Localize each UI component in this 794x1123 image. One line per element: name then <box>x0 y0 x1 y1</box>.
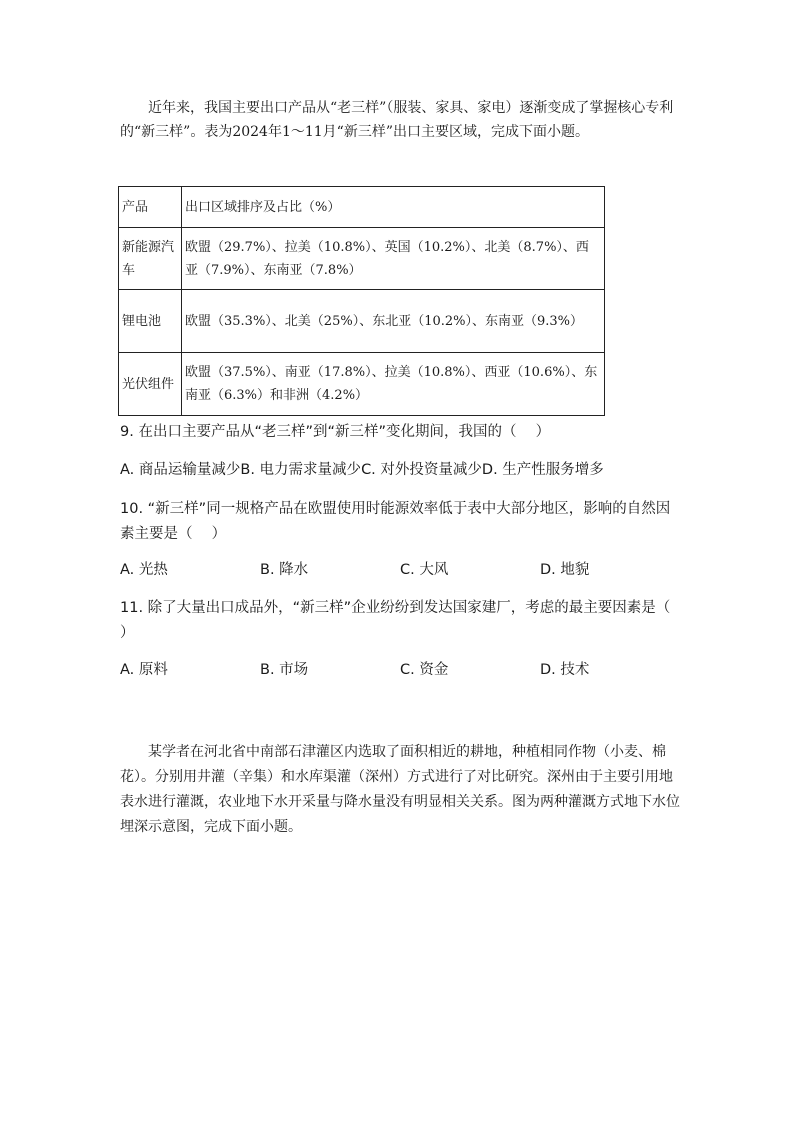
table-header-regions: 出口区域排序及占比（%） <box>182 187 605 228</box>
question-9-option-d[interactable]: D. 生产性服务增多 <box>481 462 604 478</box>
table-row <box>119 290 605 353</box>
question-10-option-d[interactable]: D. 地貌 <box>540 562 590 578</box>
question-10-option-b[interactable]: B. 降水 <box>260 562 309 578</box>
table-header-product: 产品 <box>119 187 182 228</box>
table-cell-regions: 欧盟（37.5%）、南亚（17.8%）、拉美（10.8%）、西亚（10.6%）、东南亚（6.3%）和非洲（4.2%） <box>182 353 605 416</box>
export-regions-table <box>118 186 605 416</box>
intro-paragraph-2: 某学者在河北省中南部石津灌区内选取了面积相近的耕地，种植相同作物（小麦、棉花）。分别用井灌（辛集）和水库渠灌（深州）方式进行了对比研究。深州由于主要引用地表水进行灌溉，农业地下水开采量与降水量没有明显相关关系。图为两种灌溉方式地下水位埋深示意图，完成下面小题。 <box>120 744 680 835</box>
table-cell-regions: 欧盟（35.3%）、北美（25%）、东北亚（10.2%）、东南亚（9.3%） <box>182 290 605 353</box>
question-10-option-c[interactable]: C. 大风 <box>400 562 449 578</box>
question-11-option-d[interactable]: D. 技术 <box>540 662 590 678</box>
table-cell-regions: 欧盟（29.7%）、拉美（10.8%）、英国（10.2%）、北美（8.7%）、西亚（7.9%）、东南亚（7.8%） <box>182 228 605 290</box>
question-11-option-b[interactable]: B. 市场 <box>260 662 309 678</box>
question-11-stem: 11. 除了大量出口成品外，“新三样”企业纷纷到发达国家建厂，考虑的最主要因素是（ ） <box>120 600 690 641</box>
question-9-option-b[interactable]: B. 电力需求量减少 <box>240 462 362 478</box>
intro-paragraph-1: 近年来，我国主要出口产品从“老三样”（服装、家具、家电）逐渐变成了掌握核心专利的“新三样”。表为2024年1～11月“新三样”出口主要区域，完成下面小题。 <box>120 100 674 140</box>
question-11-options <box>120 658 680 683</box>
question-9-stem: 9. 在出口主要产品从“老三样”到“新三样”变化期间，我国的（ ） <box>120 424 551 440</box>
table-row <box>119 353 605 416</box>
table-header-row <box>119 187 605 228</box>
question-10-options <box>120 558 680 583</box>
question-11-option-c[interactable]: C. 资金 <box>400 662 449 678</box>
question-9-option-c[interactable]: C. 对外投资量减少 <box>361 462 482 478</box>
question-10-option-a[interactable]: A. 光热 <box>120 562 168 578</box>
table-row <box>119 228 605 290</box>
question-9-options <box>120 458 680 483</box>
table-cell-product: 光伏组件 <box>119 353 182 416</box>
table-cell-product: 新能源汽车 <box>119 228 182 290</box>
question-9-option-a[interactable]: A. 商品运输量减少 <box>120 462 241 478</box>
question-10-stem: 10. “新三样”同一规格产品在欧盟使用时能源效率低于表中大部分地区，影响的自然因素主要是（ ） <box>120 501 671 542</box>
question-11-option-a[interactable]: A. 原料 <box>120 662 168 678</box>
table-cell-product: 锂电池 <box>119 290 182 353</box>
